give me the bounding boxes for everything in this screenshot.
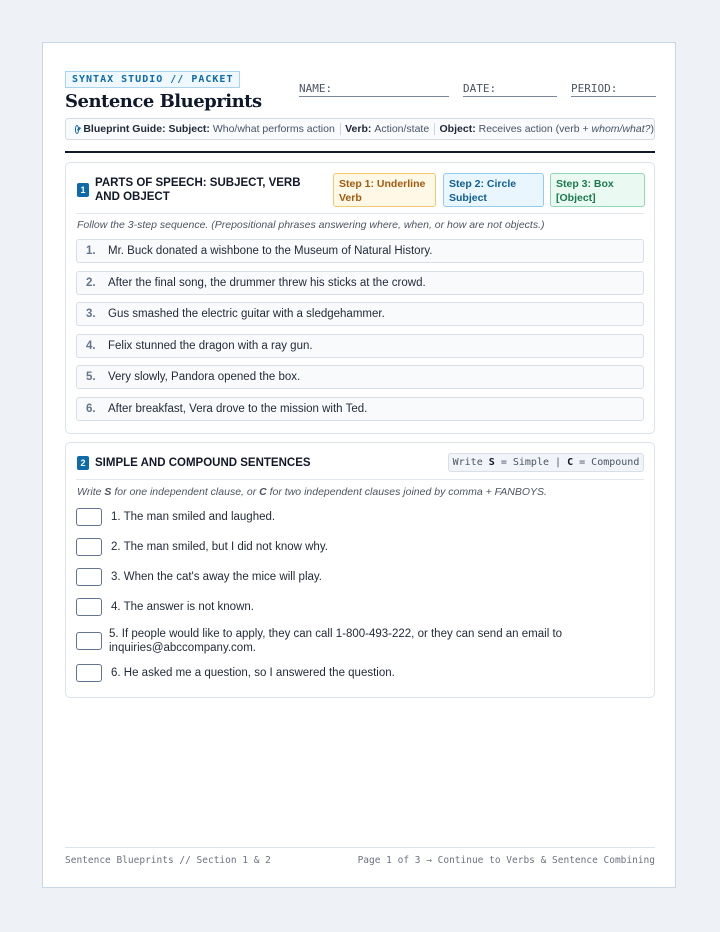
guide-subject-text: Who/what performs action	[212, 123, 335, 135]
compass-icon	[75, 125, 79, 134]
item-text: 3. When the cat's away the mice will play.	[111, 571, 322, 583]
section-instruction: Follow the 3-step sequence. (Prepositional phrases answering where, when, or how are not objects.)	[77, 219, 545, 231]
sentence-row[interactable]	[76, 334, 644, 358]
footer-left: Sentence Blueprints // Section 1 & 2	[65, 855, 271, 866]
blueprint-guide	[65, 118, 655, 140]
page-content	[65, 69, 655, 887]
step-box-object: Step 3: Box [Object]	[550, 173, 645, 207]
section-number-badge: 1	[77, 183, 89, 197]
page-title: Sentence Blueprints	[65, 91, 262, 112]
sentence-number: 4.	[86, 340, 96, 352]
guide-object-text: Receives action (verb +	[478, 123, 592, 135]
header-brand	[65, 69, 240, 88]
classify-item	[76, 567, 644, 587]
guide-verb-text: Action/state	[374, 123, 430, 135]
section-heading: PARTS OF SPEECH: SUBJECT, VERB AND OBJECT	[95, 177, 301, 203]
sentence-text: Mr. Buck donated a wishbone to the Museum of Natural History.	[108, 245, 433, 257]
sentence-number: 5.	[86, 371, 96, 383]
classify-item	[76, 537, 644, 557]
instruction-c: C	[259, 486, 267, 498]
name-field[interactable]: NAME:	[299, 82, 449, 97]
classify-item	[76, 626, 644, 656]
classify-item	[76, 507, 644, 527]
legend-compound: = Compound	[579, 457, 640, 468]
footer-rule	[65, 847, 655, 848]
period-field[interactable]: PERIOD:	[571, 82, 656, 97]
sentence-number: 1.	[86, 245, 96, 257]
sentence-text: After breakfast, Vera drove to the mission with Ted.	[108, 403, 368, 415]
step-underline-verb: Step 1: Underline Verb	[333, 173, 436, 207]
answer-box[interactable]	[76, 568, 102, 586]
legend-c: C	[567, 457, 574, 468]
answer-box[interactable]	[76, 632, 102, 650]
item-text: 2. The man smiled, but I did not know why.	[111, 541, 328, 553]
header-rule	[65, 151, 655, 153]
worksheet-page	[42, 42, 676, 888]
classify-item	[76, 597, 644, 617]
instruction-part: for one independent clause, or	[111, 486, 260, 498]
guide-lead: Blueprint Guide:	[83, 123, 166, 135]
sentence-row[interactable]	[76, 302, 644, 326]
instruction-part: Write	[77, 486, 105, 498]
item-text: 4. The answer is not known.	[111, 601, 254, 613]
footer-right: Page 1 of 3 → Continue to Verbs & Sentence Combining	[357, 855, 655, 866]
guide-object-label: Object:	[439, 123, 476, 135]
sentence-number: 6.	[86, 403, 96, 415]
section-divider	[76, 213, 644, 214]
answer-box[interactable]	[76, 538, 102, 556]
section-number-badge: 2	[77, 456, 89, 470]
legend-write: Write	[452, 457, 483, 468]
sentence-row[interactable]	[76, 365, 644, 389]
sentence-text: Gus smashed the electric guitar with a sledgehammer.	[108, 308, 385, 320]
section-instruction	[77, 486, 547, 498]
classify-item	[76, 663, 644, 683]
sentence-text: After the final song, the drummer threw his sticks at the crowd.	[108, 277, 426, 289]
item-text: 5. If people would like to apply, they can call 1-800-493-222, or they can send an email to inquiries@abccompany.com.	[109, 628, 563, 654]
section-heading: SIMPLE AND COMPOUND SENTENCES	[95, 457, 311, 469]
instruction-s: S	[104, 486, 112, 498]
sentence-row[interactable]	[76, 271, 644, 295]
item-text: 1. The man smiled and laughed.	[111, 511, 276, 523]
sentence-number: 3.	[86, 308, 96, 320]
item-text: 6. He asked me a question, so I answered the question.	[111, 667, 395, 679]
answer-box[interactable]	[76, 508, 102, 526]
packet-tag: SYNTAX STUDIO // PACKET	[65, 71, 240, 88]
guide-object-italic: whom/what?	[591, 123, 651, 135]
section-simple-compound	[65, 442, 655, 698]
legend-simple: = Simple |	[500, 457, 562, 468]
section-divider	[76, 479, 644, 480]
answer-box[interactable]	[76, 598, 102, 616]
guide-verb-label: Verb:	[345, 123, 372, 135]
sentence-row[interactable]	[76, 397, 644, 421]
sentence-text: Felix stunned the dragon with a ray gun.	[108, 340, 313, 352]
legend-s: S	[488, 457, 495, 468]
guide-subject-label: Subject:	[168, 123, 210, 135]
section-parts-of-speech	[65, 162, 655, 434]
answer-key-legend	[448, 453, 644, 472]
sentence-number: 2.	[86, 277, 96, 289]
instruction-part: for two independent clauses joined by comma + FANBOYS.	[266, 486, 547, 498]
sentence-text: Very slowly, Pandora opened the box.	[108, 371, 301, 383]
guide-object-close: )	[650, 123, 654, 135]
answer-box[interactable]	[76, 664, 102, 682]
sentence-row[interactable]	[76, 239, 644, 263]
date-field[interactable]: DATE:	[463, 82, 557, 97]
step-circle-subject: Step 2: Circle Subject	[443, 173, 544, 207]
